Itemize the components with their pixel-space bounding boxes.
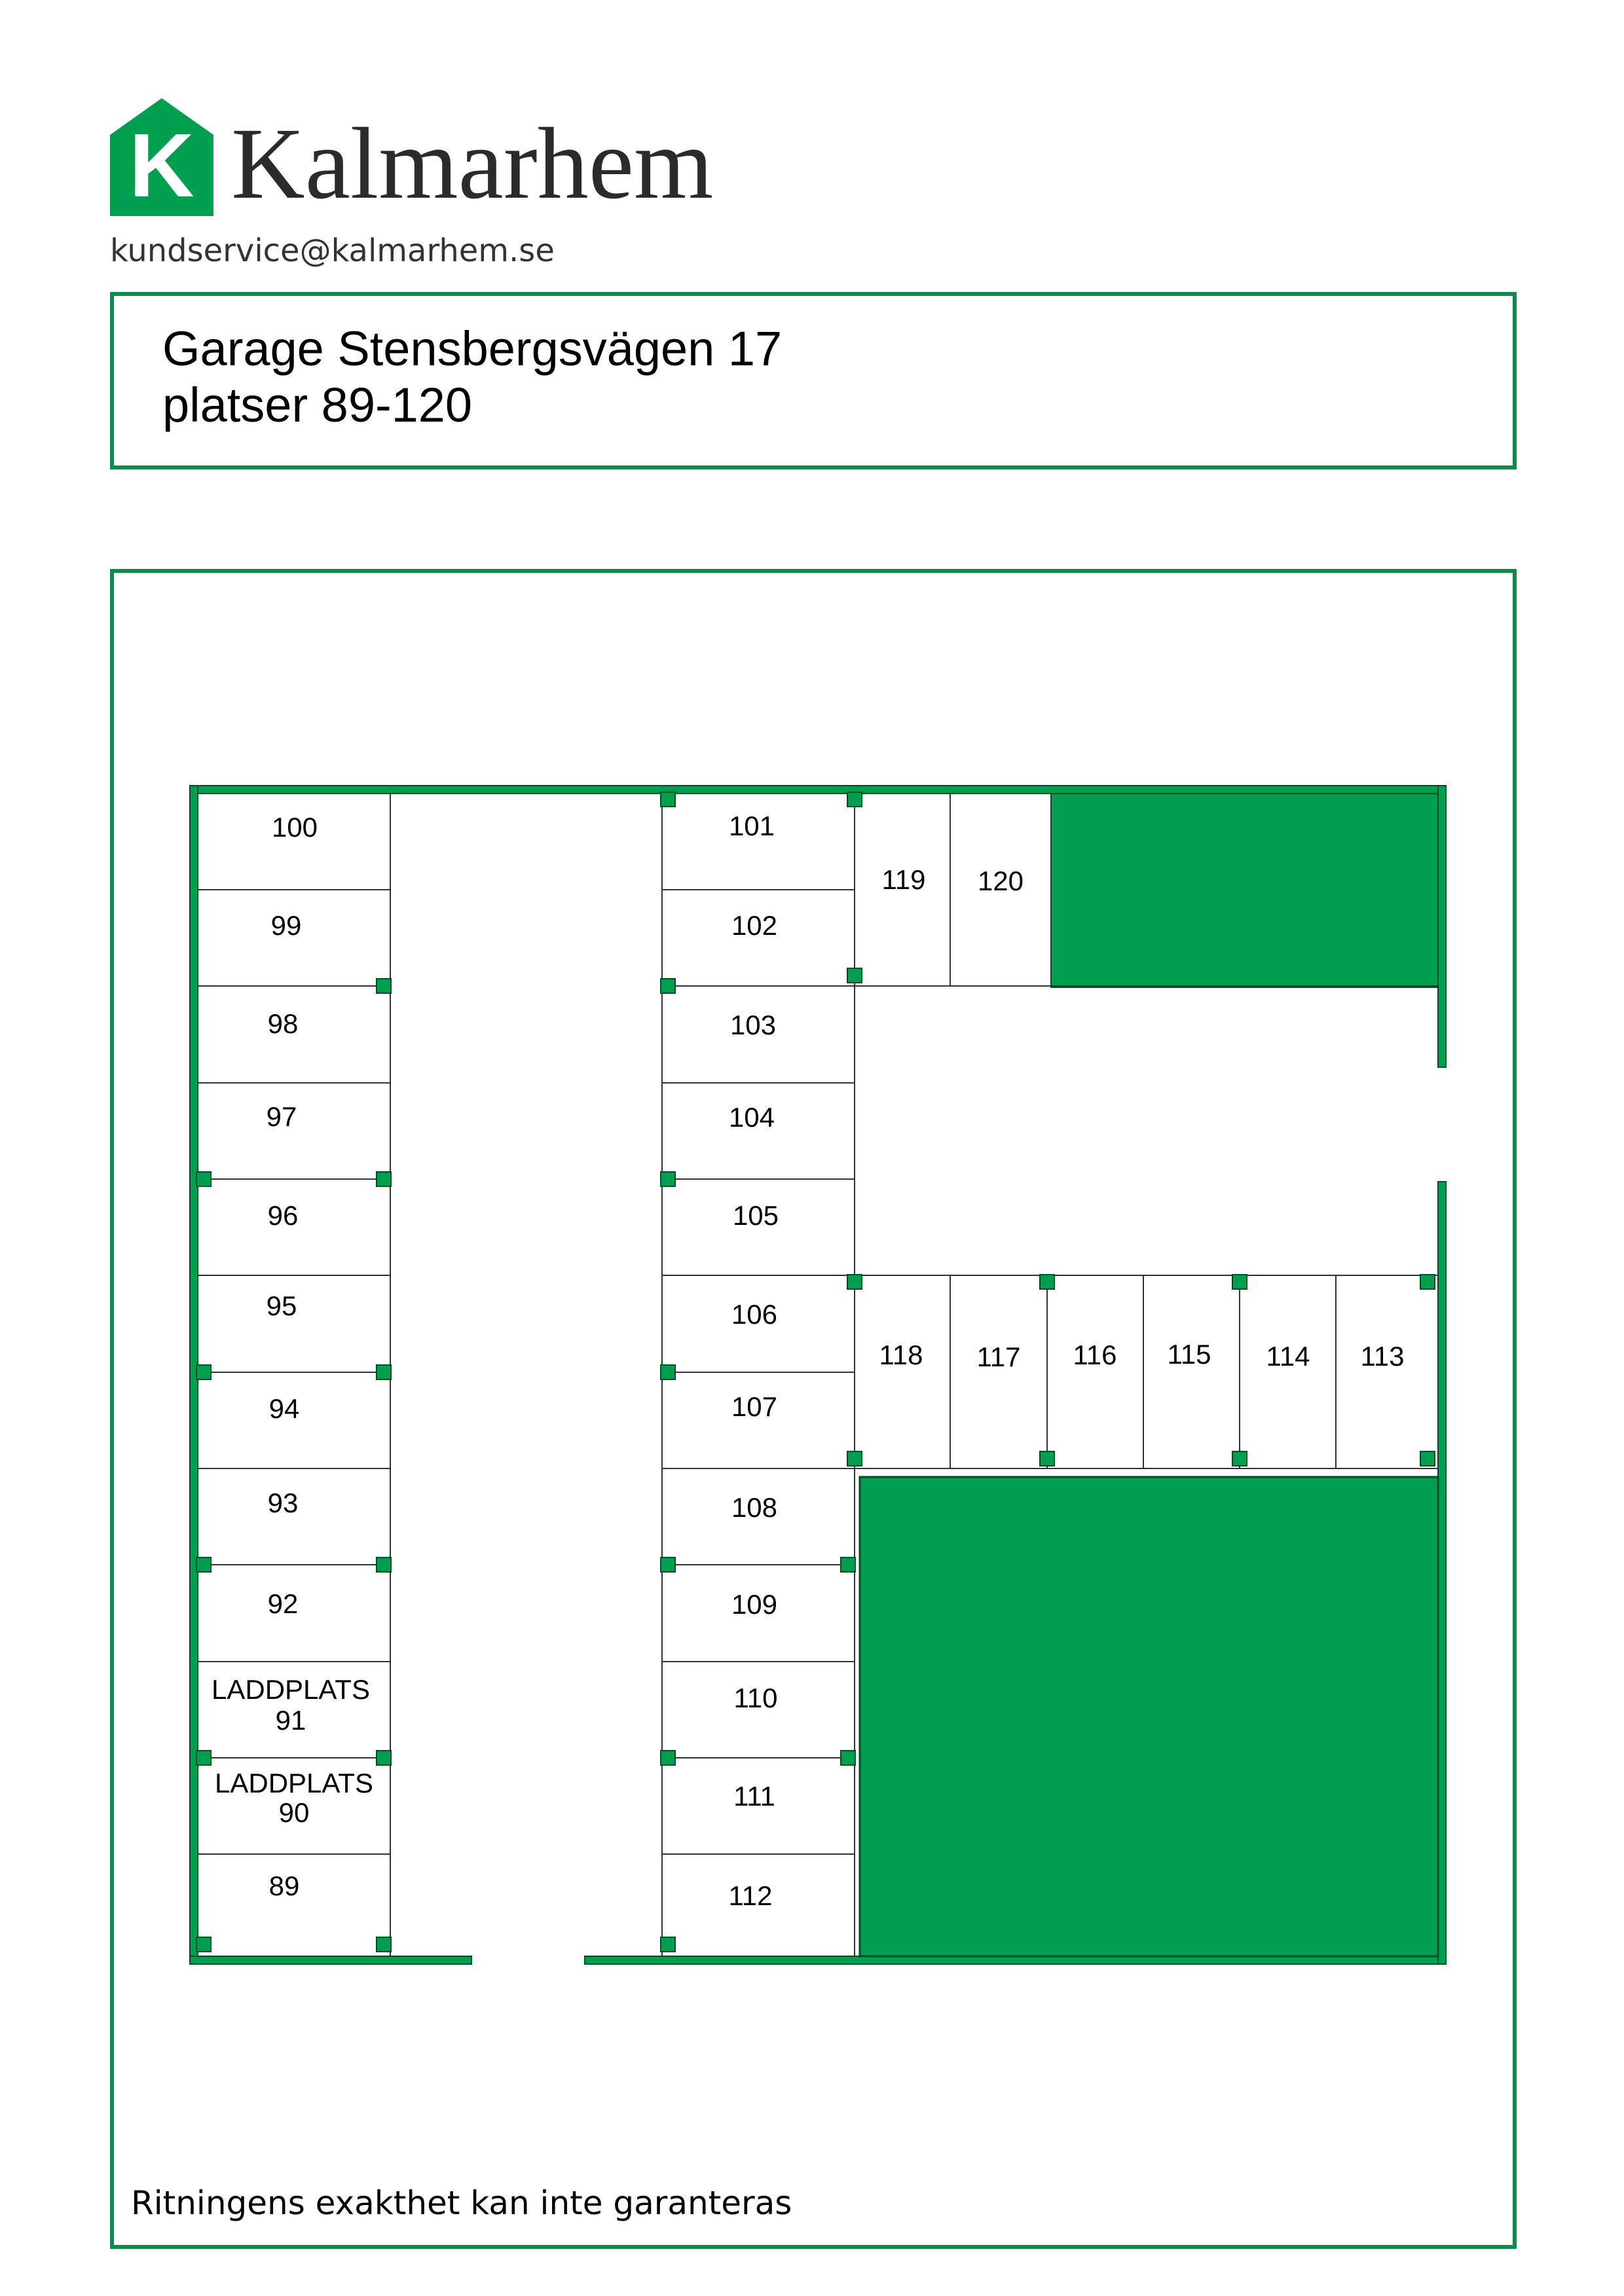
brand-name: Kalmarhem — [231, 107, 714, 220]
disclaimer-text: Ritningens exakthet kan inte garanteras — [131, 2184, 792, 2222]
pillar — [196, 1558, 211, 1572]
pillar — [1420, 1451, 1435, 1466]
space-label-101: 101 — [728, 811, 775, 841]
pillar — [377, 1172, 391, 1186]
pillar — [196, 1365, 211, 1379]
contact-email[interactable]: kundservice@kalmarhem.se — [110, 232, 555, 269]
space-label-105: 105 — [732, 1200, 779, 1231]
space-label-114: 114 — [1266, 1341, 1310, 1372]
pillar — [377, 979, 391, 993]
space-label-116: 116 — [1073, 1339, 1117, 1370]
space-label-109: 109 — [731, 1589, 778, 1620]
wall-top — [190, 786, 1446, 793]
wall-right-lower — [1438, 1182, 1446, 1964]
pillar — [1040, 1275, 1054, 1289]
pillar — [847, 1451, 862, 1466]
space-label-108: 108 — [731, 1492, 778, 1523]
pillar — [377, 1365, 391, 1379]
space-label-118: 118 — [879, 1339, 923, 1370]
space-label-104: 104 — [728, 1102, 775, 1133]
pillar — [1232, 1275, 1247, 1289]
space-label-90: LADDPLATS 90 — [215, 1768, 373, 1828]
pillar — [847, 1275, 862, 1289]
space-label-107: 107 — [731, 1391, 778, 1422]
page-subtitle: platser 89-120 — [162, 378, 473, 432]
space-label-97: 97 — [266, 1101, 297, 1132]
space-label-117: 117 — [976, 1341, 1021, 1372]
space-label-89: 89 — [268, 1870, 300, 1901]
pillar — [196, 1937, 211, 1952]
pillar — [196, 1172, 211, 1186]
pillar — [661, 792, 675, 807]
pillar — [1040, 1451, 1054, 1466]
space-label-91: LADDPLATS 91 — [212, 1674, 370, 1736]
pillar — [847, 792, 862, 807]
pillar — [661, 1558, 675, 1572]
space-label-92: 92 — [267, 1588, 299, 1619]
space-label-95: 95 — [266, 1290, 297, 1321]
space-label-111: 111 — [733, 1781, 775, 1812]
space-label-99: 99 — [270, 910, 302, 941]
space-label-93: 93 — [267, 1487, 299, 1518]
space-label-119: 119 — [881, 864, 926, 895]
space-label-113: 113 — [1360, 1341, 1405, 1372]
space-label-96: 96 — [267, 1200, 299, 1231]
pillar — [196, 1751, 211, 1765]
logo-letter: K — [129, 115, 194, 216]
pillar — [377, 1751, 391, 1765]
storage-block-bottom-right — [860, 1477, 1438, 1956]
pillar — [841, 1558, 855, 1572]
pillar — [377, 1937, 391, 1952]
pillar — [1420, 1275, 1435, 1289]
pillar — [1232, 1451, 1247, 1466]
pillar — [661, 1937, 675, 1952]
pillar — [661, 1365, 675, 1379]
pillar — [847, 968, 862, 983]
space-label-103: 103 — [729, 1010, 777, 1040]
wall-bottom-right — [585, 1956, 1446, 1964]
space-label-100: 100 — [271, 812, 318, 843]
pillar — [661, 1751, 675, 1765]
pillar — [377, 1558, 391, 1572]
storage-block-top-right — [1051, 793, 1438, 987]
space-label-98: 98 — [267, 1008, 299, 1039]
pillar — [661, 1172, 675, 1186]
pillar — [661, 979, 675, 993]
space-label-106: 106 — [731, 1299, 778, 1330]
space-label-94: 94 — [268, 1393, 300, 1424]
wall-right-upper — [1438, 786, 1446, 1067]
space-label-115: 115 — [1167, 1339, 1211, 1370]
space-label-110: 110 — [733, 1683, 778, 1713]
space-label-120: 120 — [977, 866, 1024, 896]
pillar — [841, 1751, 855, 1765]
space-label-112: 112 — [728, 1880, 773, 1911]
page-title: Garage Stensbergsvägen 17 — [162, 321, 783, 376]
wall-bottom-left — [190, 1956, 471, 1964]
space-label-102: 102 — [731, 910, 778, 941]
